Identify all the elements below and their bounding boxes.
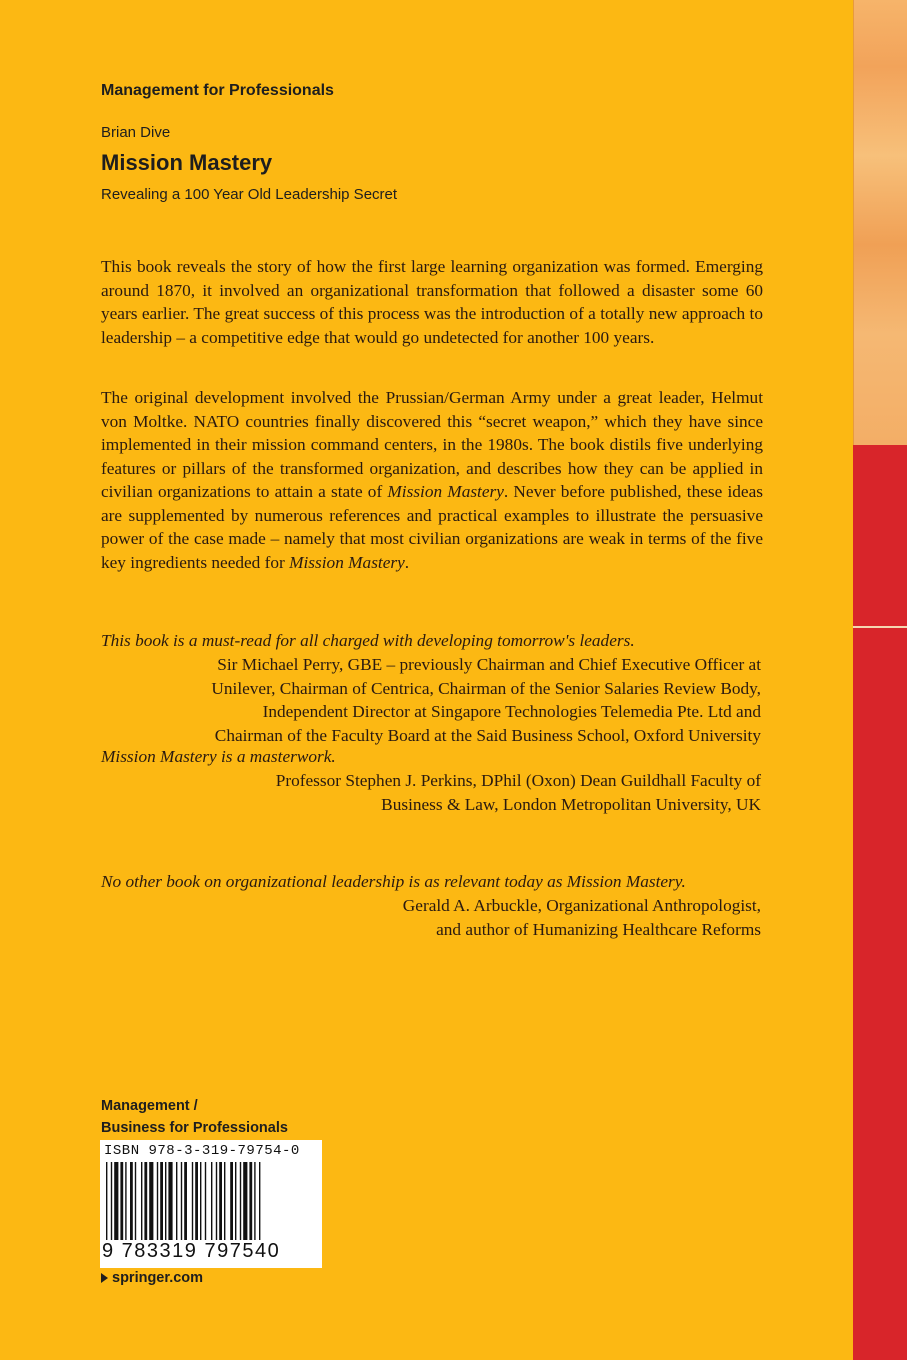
barcode-bar xyxy=(259,1162,260,1240)
barcode-bar xyxy=(106,1162,107,1240)
spine-image xyxy=(853,0,907,445)
barcode xyxy=(100,1140,322,1268)
barcode-bar xyxy=(165,1162,166,1240)
quote-1-source: Sir Michael Perry, GBE – previously Chairman and Chief Executive Officer at Unilever, Chairman of Centrica, Chairman of the Senior Salaries Review Body, Independent Director at Singapore Technologies Telemedia Pte. Ltd and Chairman of the Faculty Board at the Said Business School, Oxford University xyxy=(211,655,761,745)
barcode-bar xyxy=(195,1162,198,1240)
blurb-paragraph-2: The original development involved the Prussian/German Army under a great leader, Helmut von Moltke. NATO countries finally discovered this “secret weapon,” which they have since implemented in their mission command centers, in the 1980s. The book distils five underlying features or pillars of the transformed organization, and describes how they can be applied in civilian organizations to attain a state of Mission Mastery. Never before published, these ideas are supplemented by numerous references and practical examples to illustrate the persuasive power of the case made – namely that most civilian organizations are weak in terms of the five key ingredients needed for Mission Mastery. xyxy=(101,388,763,572)
book-title: Mission Mastery xyxy=(101,150,273,175)
barcode-bar xyxy=(254,1162,255,1240)
barcode-bar xyxy=(235,1162,236,1240)
quote-3-source: Gerald A. Arbuckle, Organizational Anthropologist, and author of Humanizing Healthcare Reforms xyxy=(402,896,761,939)
barcode-bar xyxy=(219,1162,222,1240)
barcode-bars xyxy=(106,1162,316,1242)
barcode-bar xyxy=(160,1162,163,1240)
book-subtitle: Revealing a 100 Year Old Leadership Secret xyxy=(101,186,398,203)
barcode-bar xyxy=(176,1162,177,1240)
barcode-bar xyxy=(205,1162,206,1240)
barcode-bar xyxy=(249,1162,252,1240)
barcode-bar xyxy=(168,1162,172,1240)
barcode-bar xyxy=(141,1162,142,1240)
spine-red-band xyxy=(853,445,907,1360)
ean-digits: 9 783319 797540 xyxy=(102,1240,281,1262)
quote-3-text: No other book on organizational leadership is as relevant today as Mission Mastery. xyxy=(101,872,686,891)
barcode-bar xyxy=(240,1162,241,1240)
barcode-bar xyxy=(130,1162,133,1240)
barcode-bar xyxy=(114,1162,118,1240)
blurb-paragraph-1: This book reveals the story of how the first large learning organization was formed. Emerging around 1870, it involved an organizational transformation that followed a disaster some 60 years earlier. The great success of this process was the introduction of a totally new approach to leadership – a competitive edge that would go undetected for another 100 years. xyxy=(101,257,763,347)
barcode-bar xyxy=(224,1162,225,1240)
spine-divider xyxy=(853,626,907,628)
category-line-1: Management / xyxy=(101,1098,198,1114)
barcode-bar xyxy=(200,1162,201,1240)
barcode-bar xyxy=(120,1162,123,1240)
arrow-right-icon xyxy=(101,1273,108,1283)
quote-1-text: This book is a must-read for all charged with developing tomorrow's leaders. xyxy=(101,631,635,650)
barcode-bar xyxy=(125,1162,126,1240)
quote-2-text: Mission Mastery is a masterwork. xyxy=(101,747,336,766)
barcode-bar xyxy=(211,1162,212,1240)
quote-2-source: Professor Stephen J. Perkins, DPhil (Oxon) Dean Guildhall Faculty of Business & Law, London Metropolitan University, UK xyxy=(275,771,761,814)
barcode-bar xyxy=(149,1162,153,1240)
barcode-bar xyxy=(192,1162,193,1240)
barcode-bar xyxy=(184,1162,187,1240)
series-title: Management for Professionals xyxy=(101,82,334,99)
category-line-2: Business for Professionals xyxy=(101,1120,288,1136)
barcode-bar xyxy=(230,1162,233,1240)
barcode-bar xyxy=(111,1162,112,1240)
barcode-bar xyxy=(144,1162,147,1240)
barcode-bar xyxy=(243,1162,247,1240)
category-label xyxy=(101,1095,288,1139)
barcode-bar xyxy=(135,1162,136,1240)
publisher-link[interactable]: springer.com xyxy=(101,1270,203,1286)
barcode-bar xyxy=(216,1162,217,1240)
barcode-bar xyxy=(157,1162,158,1240)
isbn-label: ISBN 978-3-319-79754-0 xyxy=(104,1143,300,1159)
author: Brian Dive xyxy=(101,124,171,141)
barcode-bar xyxy=(181,1162,182,1240)
